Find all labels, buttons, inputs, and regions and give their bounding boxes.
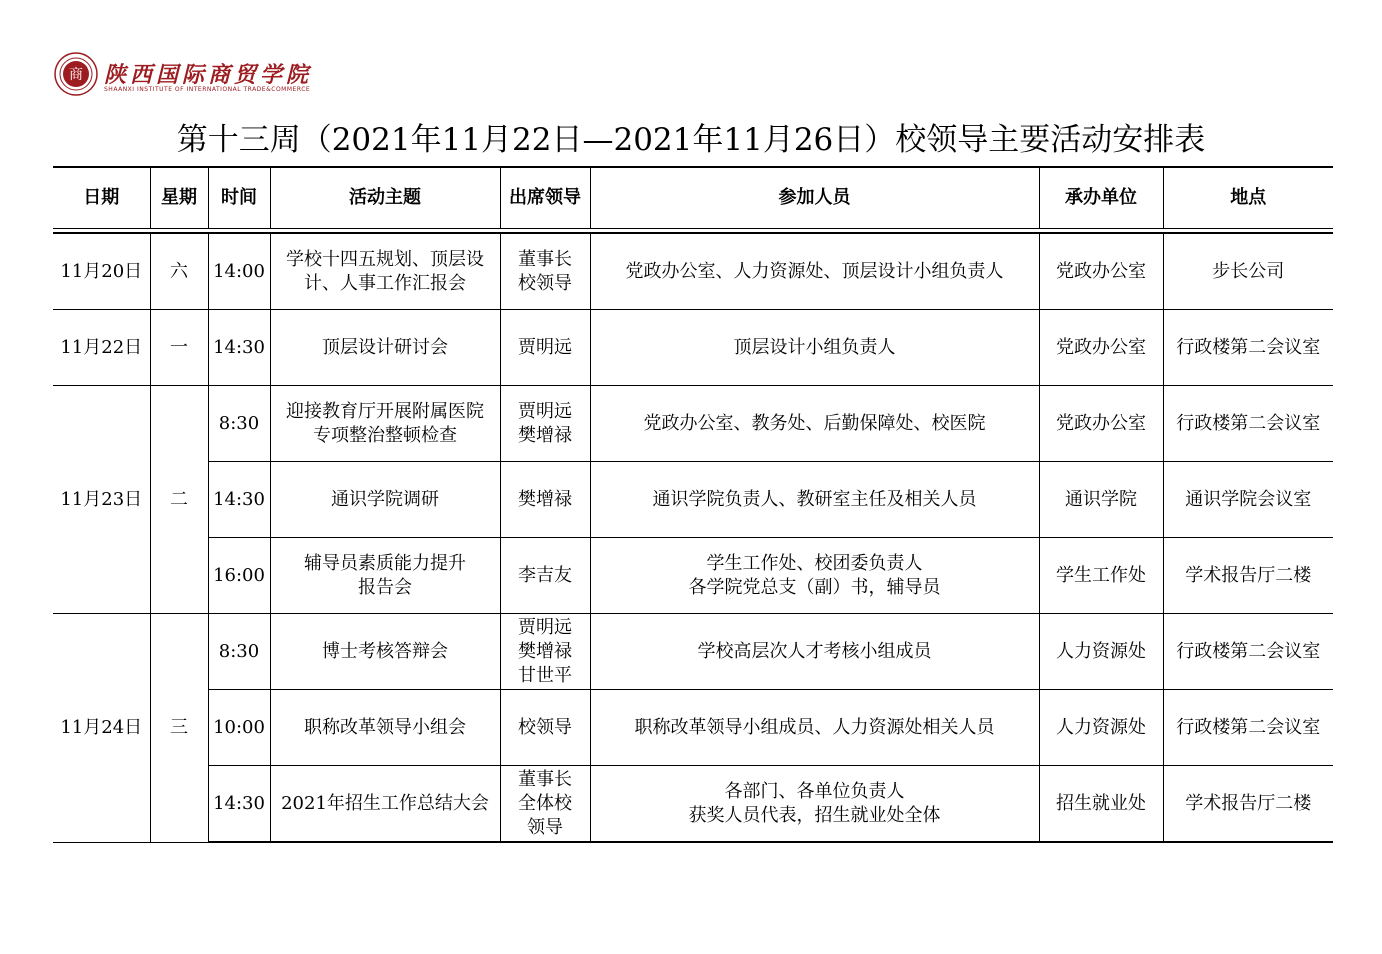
- organizer-cell: 党政办公室: [1039, 386, 1163, 462]
- leader-cell-line: 樊增禄: [518, 640, 572, 662]
- topic-cell: [270, 538, 500, 614]
- weekday-cell: 一: [150, 310, 208, 386]
- date-cell: 11月23日: [53, 386, 150, 614]
- topic-cell-line: 学校十四五规划、顶层设: [286, 248, 484, 270]
- topic-cell-line: 报告会: [358, 576, 412, 598]
- location-cell: 通识学院会议室: [1163, 462, 1333, 538]
- header-weekday: 星期: [150, 167, 208, 229]
- topic-cell: [270, 766, 500, 843]
- participants-cell: [590, 462, 1039, 538]
- participants-cell: [590, 538, 1039, 614]
- location-cell: 行政楼第二会议室: [1163, 614, 1333, 690]
- school-logo: [54, 52, 313, 104]
- participants-cell: [590, 766, 1039, 843]
- weekday-cell: 六: [150, 233, 208, 310]
- time-cell: 8:30: [208, 386, 270, 462]
- leader-cell-line: 贾明远: [518, 616, 572, 638]
- leader-cell: [500, 690, 590, 766]
- organizer-cell: 党政办公室: [1039, 310, 1163, 386]
- participants-cell-line: 通识学院负责人、教研室主任及相关人员: [652, 488, 977, 510]
- participants-cell: [590, 233, 1039, 310]
- organizer-cell: 招生就业处: [1039, 766, 1163, 843]
- table-row: [53, 310, 1333, 386]
- time-cell: 10:00: [208, 690, 270, 766]
- leader-cell-line: 董事长: [518, 248, 572, 270]
- leader-cell: [500, 766, 590, 843]
- date-cell: 11月24日: [53, 614, 150, 843]
- leader-cell-line: 全体校: [518, 792, 572, 814]
- organizer-cell: 人力资源处: [1039, 614, 1163, 690]
- time-cell: 14:30: [208, 310, 270, 386]
- organizer-cell: 学生工作处: [1039, 538, 1163, 614]
- location-cell: 行政楼第二会议室: [1163, 690, 1333, 766]
- table-row: [53, 386, 1333, 462]
- participants-cell-line: 获奖人员代表，招生就业处全体: [688, 804, 941, 826]
- topic-cell-line: 通识学院调研: [331, 488, 439, 510]
- topic-cell-line: 2021年招生工作总结大会: [281, 792, 489, 814]
- leader-cell: [500, 233, 590, 310]
- leader-cell-line: 校领导: [518, 272, 572, 294]
- leader-cell: [500, 310, 590, 386]
- participants-cell: [590, 690, 1039, 766]
- participants-cell-line: 党政办公室、教务处、后勤保障处、校医院: [643, 412, 986, 434]
- topic-cell-line: 辅导员素质能力提升: [304, 552, 466, 574]
- seal-char: 商: [69, 67, 83, 83]
- organizer-cell: 人力资源处: [1039, 690, 1163, 766]
- topic-cell-line: 计、人事工作汇报会: [304, 272, 466, 294]
- table-row: [53, 462, 1333, 538]
- topic-cell: [270, 386, 500, 462]
- topic-cell-line: 博士考核答辩会: [322, 640, 448, 662]
- school-name: 陕西国际商贸学院: [104, 62, 313, 88]
- participants-cell-line: 各部门、各单位负责人: [724, 780, 905, 802]
- header-topic: 活动主题: [270, 167, 500, 229]
- participants-cell: [590, 310, 1039, 386]
- participants-cell-line: 职称改革领导小组成员、人力资源处相关人员: [634, 716, 995, 738]
- header-organizer: 承办单位: [1039, 167, 1163, 229]
- participants-cell: [590, 386, 1039, 462]
- leader-cell-line: 贾明远: [518, 400, 572, 422]
- leader-cell-line: 贾明远: [518, 336, 572, 358]
- location-cell: 行政楼第二会议室: [1163, 386, 1333, 462]
- location-cell: 行政楼第二会议室: [1163, 310, 1333, 386]
- location-cell: 学术报告厅二楼: [1163, 766, 1333, 843]
- table-row: [53, 233, 1333, 310]
- date-cell: 11月20日: [53, 233, 150, 310]
- location-cell: 学术报告厅二楼: [1163, 538, 1333, 614]
- school-english-name: SHAANXI INSTITUTE OF INTERNATIONAL TRADE&COMMERCE: [104, 86, 311, 93]
- topic-cell: [270, 233, 500, 310]
- time-cell: 14:30: [208, 766, 270, 843]
- topic-cell: [270, 690, 500, 766]
- page-title: 第十三周（2021年11月22日—2021年11月26日）校领导主要活动安排表: [176, 122, 1206, 158]
- participants-cell-line: 党政办公室、人力资源处、顶层设计小组负责人: [625, 260, 1004, 282]
- weekday-cell: 二: [150, 386, 208, 614]
- time-cell: 14:00: [208, 233, 270, 310]
- leader-cell-line: 甘世平: [518, 664, 572, 686]
- leader-cell: [500, 386, 590, 462]
- header-time: 时间: [208, 167, 270, 229]
- time-cell: 16:00: [208, 538, 270, 614]
- topic-cell: [270, 614, 500, 690]
- participants-cell-line: 各学院党总支（副）书，辅导员: [688, 576, 941, 598]
- header-date: 日期: [53, 167, 150, 229]
- table-row: [53, 766, 1333, 843]
- organizer-cell: 通识学院: [1039, 462, 1163, 538]
- topic-cell-line: 顶层设计研讨会: [322, 336, 448, 358]
- leader-cell-line: 校领导: [518, 716, 572, 738]
- table-row: [53, 690, 1333, 766]
- table-row: [53, 614, 1333, 690]
- header-location: 地点: [1163, 167, 1333, 229]
- table-row: [53, 538, 1333, 614]
- leader-cell: [500, 538, 590, 614]
- topic-cell-line: 迎接教育厅开展附属医院: [286, 400, 484, 422]
- topic-cell-line: 职称改革领导小组会: [304, 716, 466, 738]
- participants-cell-line: 学生工作处、校团委负责人: [706, 552, 923, 574]
- leader-cell-line: 领导: [527, 816, 563, 838]
- leader-cell: [500, 462, 590, 538]
- school-seal-icon: [54, 52, 98, 96]
- participants-cell: [590, 614, 1039, 690]
- weekday-cell: 三: [150, 614, 208, 843]
- time-cell: 8:30: [208, 614, 270, 690]
- leader-cell-line: 樊增禄: [518, 424, 572, 446]
- leader-cell-line: 董事长: [518, 768, 572, 790]
- leader-cell: [500, 614, 590, 690]
- location-cell: 步长公司: [1163, 233, 1333, 310]
- participants-cell-line: 顶层设计小组负责人: [733, 336, 896, 358]
- header-row: [53, 167, 1333, 229]
- organizer-cell: 党政办公室: [1039, 233, 1163, 310]
- schedule-table: [53, 166, 1333, 843]
- leader-cell-line: 樊增禄: [518, 488, 572, 510]
- participants-cell-line: 学校高层次人才考核小组成员: [697, 640, 932, 662]
- leader-cell-line: 李吉友: [518, 564, 572, 586]
- topic-cell: [270, 310, 500, 386]
- date-cell: 11月22日: [53, 310, 150, 386]
- header-leader: 出席领导: [500, 167, 590, 229]
- topic-cell-line: 专项整治整顿检查: [313, 424, 457, 446]
- time-cell: 14:30: [208, 462, 270, 538]
- topic-cell: [270, 462, 500, 538]
- header-participants: 参加人员: [590, 167, 1039, 229]
